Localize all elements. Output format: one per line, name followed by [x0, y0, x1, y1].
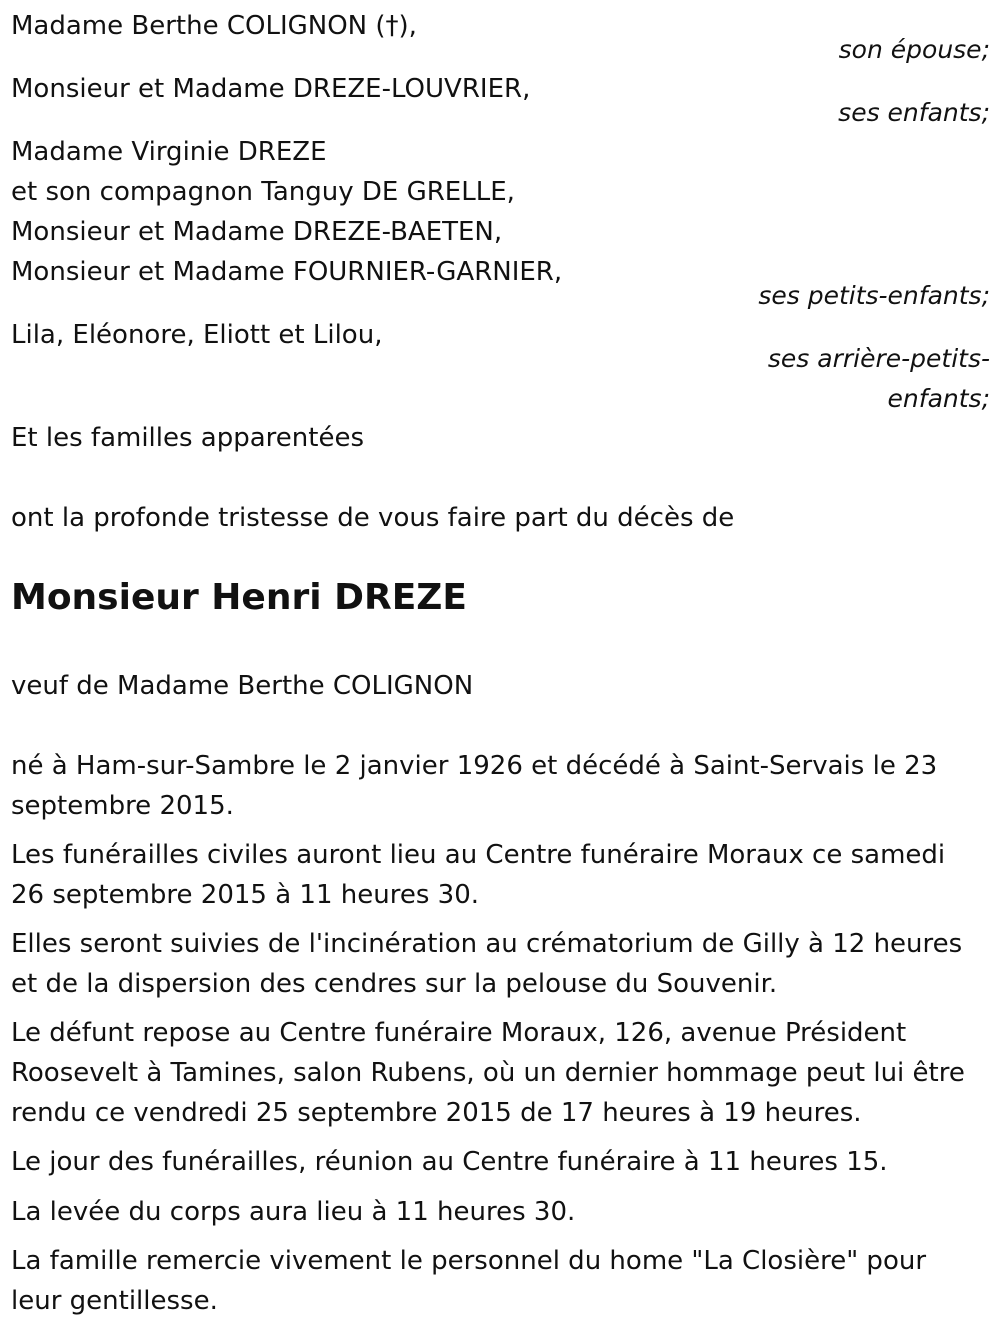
- family-spouse: Madame Berthe COLIGNON (†),: [11, 11, 417, 41]
- funeral-line-1: Les funérailles civiles auront lieu au Centre funéraire Moraux ce samedi: [11, 840, 946, 870]
- role-great-grandchildren-2: enfants;: [887, 384, 990, 413]
- birth-death-line-1: né à Ham-sur-Sambre le 2 janvier 1926 et décédé à Saint-Servais le 23: [11, 751, 938, 781]
- family-grandchild-2: et son compagnon Tanguy DE GRELLE,: [11, 177, 515, 207]
- resting-line-3: rendu ce vendredi 25 septembre 2015 de 17 heures à 19 heures.: [11, 1098, 862, 1128]
- role-great-grandchildren-1: ses arrière-petits-: [767, 344, 990, 373]
- meeting-line: Le jour des funérailles, réunion au Centre funéraire à 11 heures 15.: [11, 1147, 888, 1177]
- family-grandchild-1: Madame Virginie DREZE: [11, 137, 327, 167]
- levee-line: La levée du corps aura lieu à 11 heures 30.: [11, 1197, 576, 1227]
- family-relatives: Et les familles apparentées: [11, 423, 365, 453]
- cremation-line-1: Elles seront suivies de l'incinération au crématorium de Gilly à 12 heures: [11, 929, 963, 959]
- family-children: Monsieur et Madame DREZE-LOUVRIER,: [11, 74, 531, 104]
- birth-death-line-2: septembre 2015.: [11, 791, 234, 821]
- deceased-widower: veuf de Madame Berthe COLIGNON: [11, 671, 474, 701]
- funeral-line-2: 26 septembre 2015 à 11 heures 30.: [11, 880, 479, 910]
- role-grandchildren: ses petits-enfants;: [758, 281, 990, 310]
- family-great-grandchildren: Lila, Eléonore, Eliott et Lilou,: [11, 320, 383, 350]
- cremation-line-2: et de la dispersion des cendres sur la pelouse du Souvenir.: [11, 969, 778, 999]
- role-spouse: son épouse;: [838, 35, 990, 64]
- announcement-text: ont la profonde tristesse de vous faire part du décès de: [11, 503, 735, 533]
- resting-line-2: Roosevelt à Tamines, salon Rubens, où un dernier hommage peut lui être: [11, 1058, 965, 1088]
- family-grandchild-4: Monsieur et Madame FOURNIER-GARNIER,: [11, 257, 563, 287]
- resting-line-1: Le défunt repose au Centre funéraire Moraux, 126, avenue Président: [11, 1018, 907, 1048]
- deceased-name: Monsieur Henri DREZE: [11, 577, 467, 618]
- family-grandchild-3: Monsieur et Madame DREZE-BAETEN,: [11, 217, 503, 247]
- role-children: ses enfants;: [838, 98, 990, 127]
- thanks-line-1: La famille remercie vivement le personnel du home "La Closière" pour: [11, 1246, 927, 1276]
- thanks-line-2: leur gentillesse.: [11, 1286, 218, 1316]
